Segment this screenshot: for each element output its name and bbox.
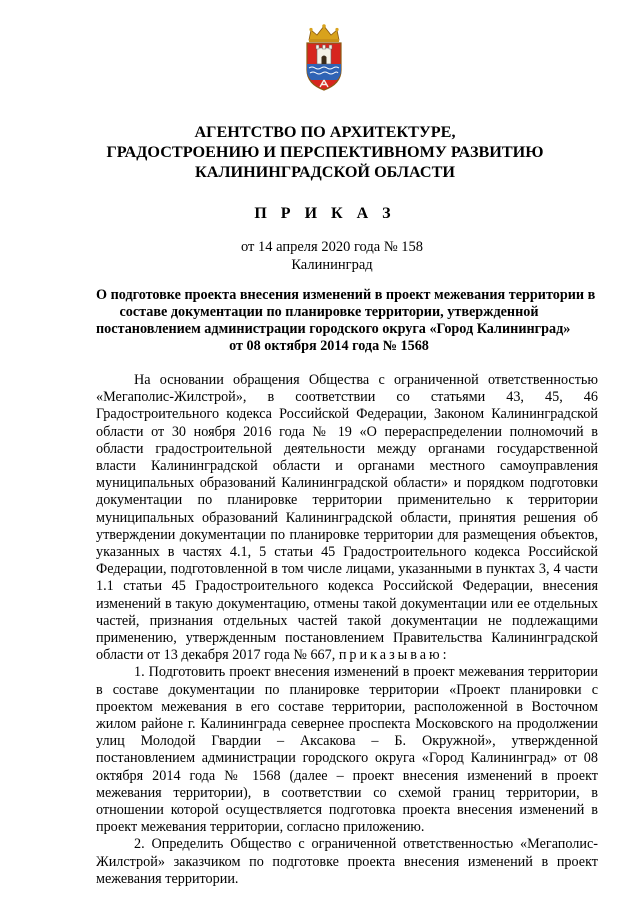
subject-line: от 08 октября 2014 года № 1568: [229, 338, 429, 354]
order-body: [96, 372, 598, 888]
order-meta: [0, 239, 640, 274]
order-word: приказываю:: [338, 647, 450, 664]
agency-name-line: ГРАДОСТРОЕНИЮ И ПЕРСПЕКТИВНОМУ РАЗВИТИЮ: [106, 143, 544, 161]
preamble-paragraph: [96, 372, 598, 664]
coat-of-arms-icon: [303, 24, 345, 92]
order-date-number: от 14 апреля 2020 года № 158: [240, 239, 424, 255]
subject-line: составе документации по планировке территории, утвержденной: [119, 304, 539, 320]
agency-name: [90, 122, 560, 182]
subject-line: постановлением администрации городского округа «Город Калининград»: [96, 321, 571, 337]
agency-name-line: АГЕНТСТВО ПО АРХИТЕКТУРЕ,: [194, 123, 456, 141]
agency-name-line: КАЛИНИНГРАДСКОЙ ОБЛАСТИ: [195, 163, 455, 181]
order-city: Калининград: [291, 256, 373, 273]
order-item-1: 1. Подготовить проект внесения изменений в проект межевания территории в составе документации по планировке территории «Проект планировки с проектом межевания в его составе территории, расположенной в Восточном жилом районе г. Калининграда севернее проспекта Московского на продолжении улиц Молодой Гвардии – Аксакова – Б. Окружной», утвержденной постановлением администрации городского округа «Город Калининград» от 08 октября 2014 года № 1568 (далее – проект внесения изменений в проект межевания территории), в соответствии со схемой границ территории, в отношении которой осуществляется подготовка проекта внесения изменений в проект межевания территории, согласно приложению.: [96, 664, 598, 836]
preamble-text: На основании обращения Общества с ограниченной ответственностью «Мегаполис-Жилстрой», в соответствии со статьями 43, 45, 46 Градостроительного кодекса Российской Федерации, Законом Калининградской области от 30 ноября 2016 года № 19 «О перераспределении полномочий в области градостроительной деятельности между органами государственной власти Калининградской области и органами местного самоуправления муниципальных образований Калининградской области» и порядком подготовки документации по планировке территории применительно к территории муниципальных образований Калининградской области, принятия решения об утверждении документации по планировке территории для размещения объектов, указанных в частях 4.1, 5 статьи 45 Градостроительного кодекса Российской Федерации, подготовленной в том числе лицами, указанными в пунктах 3, 4 части 1.1 статьи 45 Градостроительного кодекса Российской Федерации, внесения изменений в такую документацию, отмены такой документации или ее отдельных частей, признания отдельных частей такой документации не подлежащими применению, утвержденным постановлением Правительства Калининградской области от 13 декабря 2017 года № 667,: [96, 372, 598, 664]
order-item-2: 2. Определить Общество с ограниченной ответственностью «Мегаполис-Жилстрой» заказчиком по подготовке проекта внесения изменений в проект межевания территории.: [96, 836, 598, 887]
order-title: П Р И К А З: [254, 205, 396, 222]
order-subject: [96, 287, 596, 355]
subject-line: О подготовке проекта внесения изменений в проект межевания территории в: [96, 287, 596, 303]
